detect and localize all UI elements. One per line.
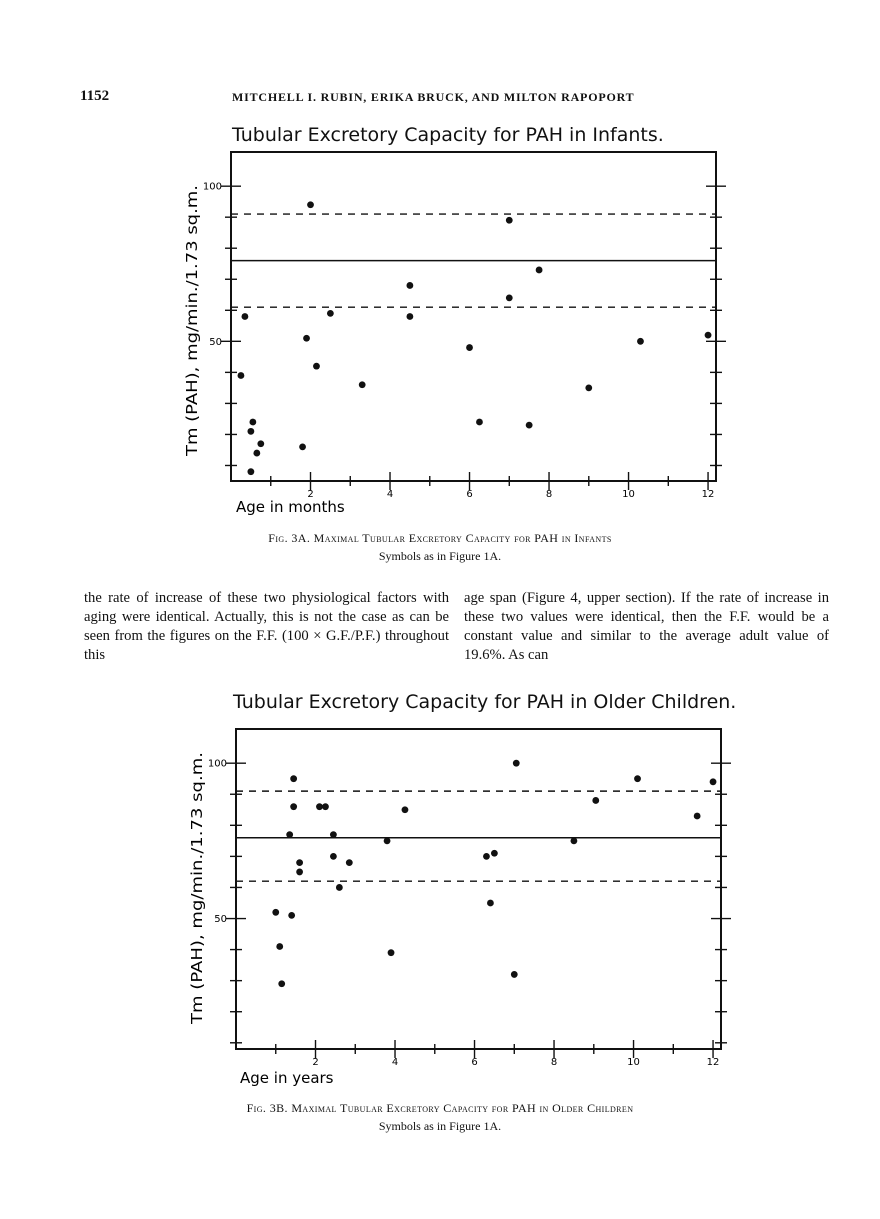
data-point [346,859,353,866]
y-axis-title: Tm (PAH), mg/min./1.73 sq.m. [183,229,201,456]
y-tick-label: 100 [207,758,227,770]
chart-title-infants: Tubular Excretory Capacity for PAH in Infants. [232,124,664,146]
data-point [406,282,413,289]
figure-3b-caption [0,1101,880,1116]
y-tick-label: 100 [202,181,222,193]
page-number: 1152 [80,88,110,104]
y-tick-label: 50 [214,914,227,926]
x-axis-title: Age in months [236,498,345,516]
data-point [278,980,285,987]
data-point [307,201,314,208]
x-tick-label: 12 [701,489,715,500]
x-tick-label: 4 [391,1057,399,1068]
data-point [253,450,260,457]
data-point [330,853,337,860]
body-text-right-column: age span (Figure 4, upper section). If the rate of increase in these two values were identical, then the F.F. would be a constant value and similar to the average adult value of 19.6%. As can [464,590,829,663]
data-point [290,775,297,782]
figure-3a-caption-title: Maximal Tubular Excretory Capacity for PAH in Infants [313,531,612,545]
data-point [242,313,249,320]
data-point [526,422,533,429]
figure-3a-note: Symbols as in Figure 1A. [378,549,502,563]
data-point [316,803,323,810]
data-point [336,884,343,891]
plot-frame [231,152,716,481]
data-point [536,267,543,274]
data-point [388,949,395,956]
y-tick-label: 50 [209,336,222,348]
data-point [571,837,578,844]
x-tick-label: 4 [386,489,394,500]
data-point [247,468,254,475]
data-point [384,837,391,844]
data-point [506,294,513,301]
x-tick-label: 6 [471,1057,478,1068]
data-point [327,310,334,317]
data-point [511,971,518,978]
data-point [290,803,297,810]
chart-a [183,152,726,516]
data-point [466,344,473,351]
data-point [513,760,520,767]
data-point [359,381,366,388]
plot-frame [236,729,721,1049]
data-point [322,803,329,810]
data-point [238,372,245,379]
data-point [249,419,256,426]
x-tick-label: 2 [307,489,314,500]
data-point [330,831,337,838]
figure-3b-caption-title: Maximal Tubular Excretory Capacity for PAH in Older Children [291,1101,634,1115]
data-point [313,363,320,370]
x-axis-title: Age in years [240,1069,334,1087]
data-point [296,859,303,866]
data-point [406,313,413,320]
data-point [634,775,641,782]
data-point [487,900,494,907]
data-point [637,338,644,345]
running-header-authors: MITCHELL I. RUBIN, ERIKA BRUCK, AND MILTON RAPOPORT [232,90,635,104]
x-tick-label: 8 [545,489,553,500]
data-point [257,440,264,447]
x-tick-label: 2 [312,1057,319,1068]
x-tick-label: 8 [550,1057,558,1068]
x-tick-label: 6 [466,489,473,500]
x-tick-label: 10 [627,1057,640,1068]
data-point [483,853,490,860]
data-point [303,335,310,342]
data-point [272,909,279,916]
data-point [710,778,717,785]
data-point [592,797,599,804]
chart-b [188,729,731,1087]
data-point [476,419,483,426]
data-point [276,943,283,950]
data-point [694,813,701,820]
data-point [506,217,513,224]
body-text-left-column: the rate of increase of these two physiological factors with aging were identical. Actually, this is not the case as can be seen from the figures on the F.F. (100 × G.F./P.F.) throughout this [84,590,449,663]
x-tick-label: 10 [622,489,635,500]
figure-3a-label: Fig. 3A. [268,531,311,545]
data-point [288,912,295,919]
x-tick-label: 12 [706,1057,720,1068]
data-point [491,850,498,857]
data-point [585,384,592,391]
chart-title-older-children: Tubular Excretory Capacity for PAH in Older Children. [233,691,737,713]
figure-3b-note: Symbols as in Figure 1A. [378,1119,502,1133]
figure-3a-caption [0,531,880,546]
figure-3b-label: Fig. 3B. [246,1101,288,1115]
data-point [296,869,303,876]
data-point [705,332,712,339]
data-point [402,806,409,813]
y-axis-title: Tm (PAH), mg/min./1.73 sq.m. [188,797,206,1024]
data-point [247,428,254,435]
data-point [286,831,293,838]
data-point [299,443,306,450]
